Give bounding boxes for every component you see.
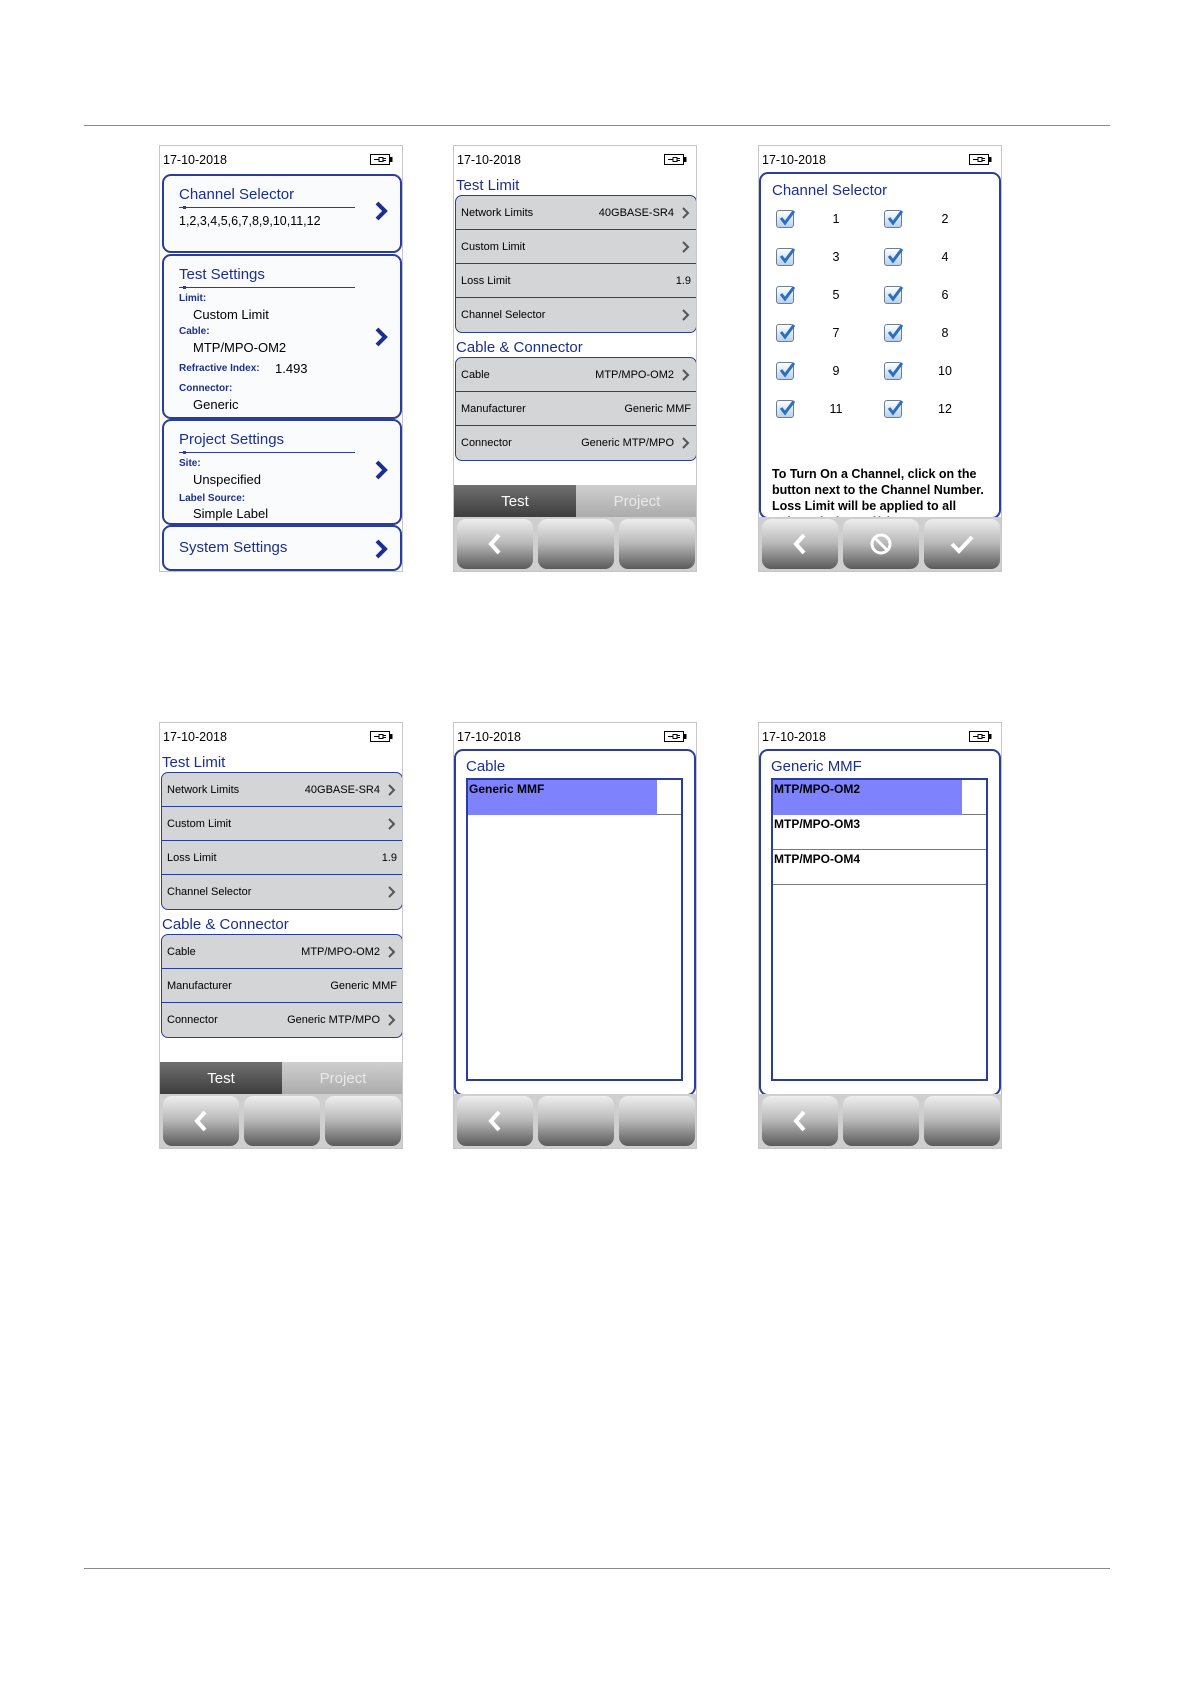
tab-test[interactable]: Test [454,485,576,519]
list-item[interactable] [773,815,986,850]
battery-plug-icon [370,731,394,742]
divider [179,207,355,208]
row-value: Generic MMF [330,980,397,992]
tab-project[interactable]: Project [282,1062,403,1096]
channel-selector-row[interactable] [456,298,696,332]
manufacturer-row[interactable] [456,392,696,426]
network-limits-row[interactable] [162,773,402,807]
battery-plug-icon [664,731,688,742]
row-label: Connector [167,1014,218,1026]
site-value: Unspecified [193,472,261,487]
row-label: Cable [461,369,490,381]
back-button[interactable] [457,1096,533,1146]
softkey-bar [759,517,1002,571]
label-source-label: Label Source: [179,493,246,504]
row-label: Network Limits [461,207,534,219]
chevron-right-icon [681,206,690,220]
softkey-bar [454,517,697,571]
softkey-3[interactable] [619,1096,695,1146]
panel-title: Channel Selector [772,182,888,199]
row-label: Loss Limit [461,275,511,287]
chevron-right-icon [681,240,690,254]
channel-checkbox[interactable] [776,210,794,228]
list-item-label: Generic MMF [469,782,545,796]
chevron-right-icon [374,459,388,481]
channel-number: 12 [938,402,952,416]
chevron-right-icon [374,326,388,348]
row-value: 40GBASE-SR4 [598,207,674,219]
project-settings-card[interactable] [162,419,402,525]
date-label: 17-10-2018 [457,730,521,744]
cable-connector-heading: Cable & Connector [456,339,583,356]
softkey-bar [759,1094,1002,1148]
channel-number: 5 [832,288,840,302]
chevron-right-icon [387,783,396,797]
channel-number: 6 [941,288,949,302]
battery-plug-icon [969,731,993,742]
back-button[interactable] [163,1096,239,1146]
channel-number: 10 [938,364,952,378]
channel-selector-panel [759,172,1001,519]
channel-checkbox[interactable] [884,400,902,418]
list-item[interactable] [468,780,681,815]
channel-checkbox[interactable] [884,210,902,228]
row-label: Custom Limit [167,818,232,830]
checked-box-icon [778,285,796,303]
date-label: 17-10-2018 [163,153,227,167]
screen-cable-list [453,722,697,1149]
help-text: To Turn On a Channel, click on the button next to the Channel Number. Loss Limit will be applied to all [772,467,984,513]
channel-list-value: 1,2,3,4,5,6,7,8,9,10,11,12 [179,214,321,228]
chevron-right-icon [387,1013,396,1027]
softkey-2[interactable] [538,1096,614,1146]
test-limit-group [455,195,697,333]
row-value: Generic MMF [624,403,691,415]
checked-box-icon [778,323,796,341]
screen-channel-selector [758,145,1002,572]
channel-checkbox[interactable] [776,248,794,266]
row-label: Connector [461,437,512,449]
status-bar [454,723,696,749]
card-title: Project Settings [179,431,285,448]
channel-number: 3 [832,250,840,264]
list-item[interactable] [773,780,986,815]
test-settings-card[interactable] [162,254,402,419]
channel-checkbox[interactable] [776,400,794,418]
row-label: Channel Selector [461,309,546,321]
back-button[interactable] [457,519,533,569]
list-item-label: MTP/MPO-OM3 [774,817,860,831]
row-value: 1.9 [675,275,691,287]
channel-checkbox[interactable] [776,362,794,380]
chevron-right-icon [374,200,388,222]
softkey-2[interactable] [244,1096,320,1146]
checked-box-icon [778,247,796,265]
softkey-2[interactable] [538,519,614,569]
channel-number: 8 [941,326,949,340]
chevron-right-icon [681,436,690,450]
cable-connector-group [161,934,403,1038]
manufacturer-row[interactable] [162,969,402,1003]
chevron-right-icon [387,945,396,959]
tab-bar [160,1062,403,1096]
divider [179,452,355,453]
row-value: MTP/MPO-OM2 [301,946,380,958]
channel-number: 4 [941,250,949,264]
channel-checkbox[interactable] [884,248,902,266]
list-item-label: MTP/MPO-OM2 [774,782,860,796]
battery-plug-icon [664,154,688,165]
card-title: Channel Selector [179,186,295,203]
connector-row[interactable] [456,426,696,460]
cable-row[interactable] [456,358,696,392]
back-button[interactable] [762,519,838,569]
channel-number: 7 [832,326,840,340]
cable-connector-heading: Cable & Connector [162,916,289,933]
channel-number: 11 [829,402,843,416]
date-label: 17-10-2018 [762,153,826,167]
tab-bar [454,485,697,519]
status-bar [759,723,1001,749]
battery-plug-icon [370,154,394,165]
channel-checkbox[interactable] [884,286,902,304]
channel-selector-card[interactable] [162,174,402,253]
mmf-listbox [771,778,988,1081]
channel-number: 1 [832,212,840,226]
list-item[interactable] [773,850,986,885]
date-label: 17-10-2018 [457,153,521,167]
chevron-right-icon [387,885,396,899]
back-button[interactable] [762,1096,838,1146]
screen-main-menu [159,145,403,572]
loss-limit-row[interactable] [162,841,402,875]
connector-row[interactable] [162,1003,402,1037]
row-value: 1.9 [381,852,397,864]
cable-listbox [466,778,683,1081]
channel-checkbox[interactable] [884,324,902,342]
channel-number: 2 [941,212,949,226]
connector-value: Generic [193,397,239,412]
chevron-right-icon [681,308,690,322]
row-label: Custom Limit [461,241,526,253]
checked-box-icon [886,247,904,265]
screen-test-settings [453,145,697,572]
divider [179,287,355,288]
system-settings-card[interactable] [162,525,402,571]
top-rule [84,125,1110,126]
card-title: Test Settings [179,266,265,283]
row-label: Network Limits [167,784,240,796]
checked-box-icon [886,285,904,303]
status-bar [160,146,402,172]
site-label: Site: [179,458,201,469]
refractive-index-label: Refractive Index: [179,363,260,374]
limit-label: Limit: [179,293,207,304]
channel-checkbox[interactable] [776,324,794,342]
ok-button[interactable] [924,519,1000,569]
panel-title: Cable [466,758,506,775]
row-label: Loss Limit [167,852,217,864]
list-item-label: MTP/MPO-OM4 [774,852,860,866]
card-title: System Settings [179,539,288,556]
channel-checkbox[interactable] [776,286,794,304]
label-source-value: Simple Label [193,506,269,521]
cable-label: Cable: [179,326,210,337]
softkey-bar [160,1094,403,1148]
checked-box-icon [886,361,904,379]
panel-title: Generic MMF [771,758,862,775]
date-label: 17-10-2018 [163,730,227,744]
test-limit-group [161,772,403,910]
screen-test-settings-2 [159,722,403,1149]
test-limit-heading: Test Limit [162,754,226,771]
tab-test[interactable]: Test [160,1062,282,1096]
tab-project[interactable]: Project [576,485,697,519]
loss-limit-row[interactable] [456,264,696,298]
softkey-2[interactable] [843,1096,919,1146]
row-value: Generic MTP/MPO [581,437,674,449]
status-bar [454,146,696,172]
checked-box-icon [778,361,796,379]
custom-limit-row[interactable] [456,230,696,264]
softkey-3[interactable] [325,1096,401,1146]
battery-plug-icon [969,154,993,165]
bottom-rule [84,1568,1110,1569]
row-value: MTP/MPO-OM2 [595,369,674,381]
chevron-right-icon [387,817,396,831]
softkey-3[interactable] [924,1096,1000,1146]
cable-row[interactable] [162,935,402,969]
channel-selector-row[interactable] [162,875,402,909]
cable-value: MTP/MPO-OM2 [193,340,287,355]
row-value: Generic MTP/MPO [287,1014,380,1026]
status-bar [160,723,402,749]
limit-value: Custom Limit [193,307,269,322]
refractive-index-value: 1.493 [275,361,308,376]
date-label: 17-10-2018 [762,730,826,744]
network-limits-row[interactable] [456,196,696,230]
custom-limit-row[interactable] [162,807,402,841]
connector-label: Connector: [179,383,233,394]
checked-box-icon [778,399,796,417]
checked-box-icon [886,399,904,417]
cable-connector-group [455,357,697,461]
checked-box-icon [778,209,796,227]
checked-box-icon [886,323,904,341]
chevron-right-icon [374,538,388,560]
row-label: Channel Selector [167,886,252,898]
row-label: Manufacturer [167,980,232,992]
status-bar [759,146,1001,172]
row-value: 40GBASE-SR4 [304,784,380,796]
chevron-right-icon [681,368,690,382]
channel-number: 9 [832,364,840,378]
cancel-button[interactable] [843,519,919,569]
row-label: Manufacturer [461,403,526,415]
softkey-bar [454,1094,697,1148]
test-limit-heading: Test Limit [456,177,520,194]
checked-box-icon [886,209,904,227]
screen-mmf-list [758,722,1002,1149]
softkey-3[interactable] [619,519,695,569]
row-label: Cable [167,946,196,958]
channel-checkbox[interactable] [884,362,902,380]
